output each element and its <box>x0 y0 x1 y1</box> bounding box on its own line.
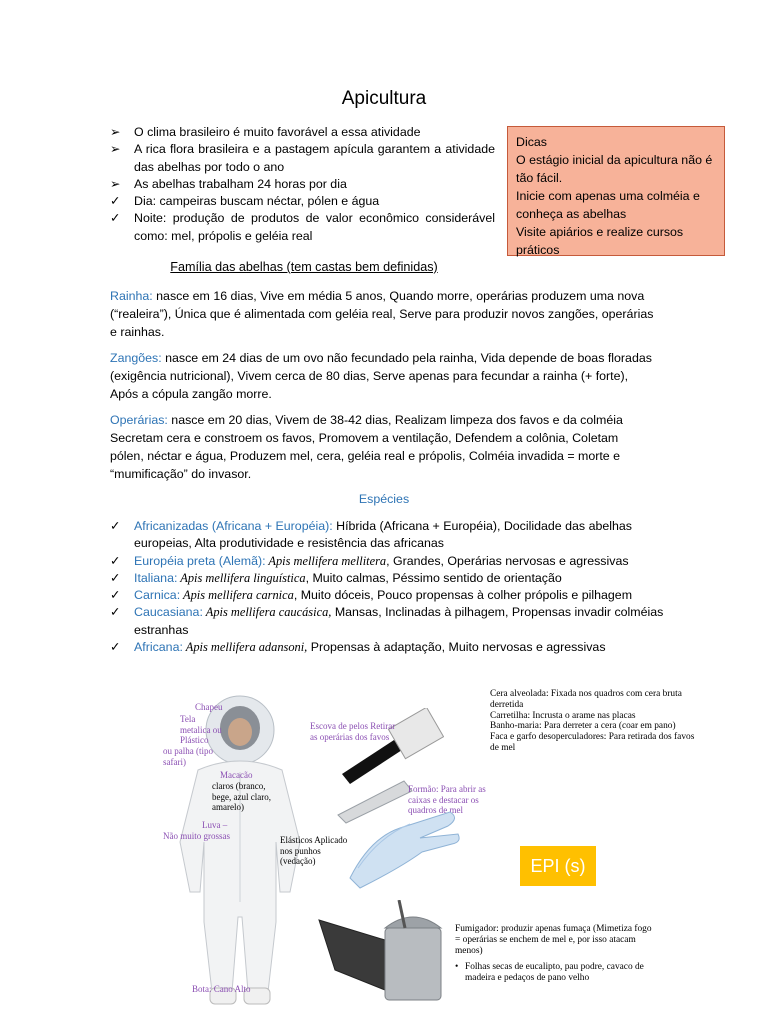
intro-item <box>110 141 495 176</box>
caste-text: nasce em 24 dias de um ovo não fecundado pela rainha, Vida depende de boas floradas (exigência nutricional), Vivem cerca de 80 dias, Serve apenas para fecundar a rainha (+ forte), Após a cópula zangão morre. <box>110 351 652 401</box>
species-item <box>110 553 670 570</box>
check-icon: ✓ <box>110 211 121 226</box>
species-item <box>110 587 670 604</box>
tips-line: O estágio inicial da apicultura não é tão fácil. <box>516 153 713 185</box>
label-macacao-desc: claros (branco, bege, azul claro, amarelo) <box>212 781 271 812</box>
check-icon: ✓ <box>110 570 121 585</box>
intro-item <box>110 176 495 193</box>
caste-label: Zangões: <box>110 351 162 365</box>
bullet-icon: • <box>455 962 459 972</box>
species-desc: , Muito calmas, Péssimo sentido de orientação <box>305 570 562 585</box>
check-icon: ✓ <box>110 519 121 533</box>
species-name: Carnica: <box>134 588 181 603</box>
tips-line: Inicie com apenas uma colméia e conheça as abelhas <box>516 189 700 221</box>
intro-item <box>110 210 495 245</box>
species-name: Africanizadas (Africana + Européia): <box>134 519 333 533</box>
epi-tag: EPI (s) <box>520 846 596 886</box>
family-title: Família das abelhas (tem castas bem definidas) <box>170 260 438 274</box>
intro-item <box>110 124 495 141</box>
note-item: Faca e garfo desoperculadores: Para retirada dos favos de mel <box>490 732 695 753</box>
species-desc: Mansas, Inclinadas à pilhagem, Propensas invadir colméias estranhas <box>134 605 664 637</box>
label-chapeu: Chapeu <box>195 702 223 712</box>
species-desc: Propensas à adaptação, Muito nervosas e agressivas <box>307 640 606 655</box>
caste-zangoes <box>110 349 654 403</box>
tips-box <box>507 126 725 256</box>
arrow-bullet-icon: ➢ <box>110 125 121 139</box>
arrow-bullet-icon: ➢ <box>110 142 121 157</box>
label-fumigador: Fumigador: produzir apenas fumaça (Mimetiza fogo = operárias se enchem de mel e, por isso atacam menos) <box>455 924 652 956</box>
species-scientific: Apis mellifera carnica <box>180 588 294 603</box>
label-escova: Escova de pelos Retirar as operárias dos favos <box>310 721 396 742</box>
gloves-image <box>340 808 470 893</box>
intro-item <box>110 193 495 210</box>
check-icon: ✓ <box>110 605 121 620</box>
intro-text: A rica flora brasileira e a pastagem apícula garantem a atividade das abelhas por todo o ano <box>134 142 495 174</box>
species-item <box>110 604 670 639</box>
species-desc: , Grandes, Operárias nervosas e agressivas <box>386 553 629 568</box>
caste-text: nasce em 20 dias, Vivem de 38-42 dias, Realizam limpeza dos favos e da colméia Secretam cera e constroem os favos, Promovem a ventilação, Defendem a colônia, Coletam pólen, néctar e água, Produzem mel, cera, geléia real e própolis, Colméia invadida = morte e “mumificação” do invasor. <box>110 413 623 481</box>
species-list <box>110 518 670 656</box>
check-icon: ✓ <box>110 194 121 209</box>
check-icon: ✓ <box>110 588 121 603</box>
check-icon: ✓ <box>110 553 121 568</box>
intro-text: O clima brasileiro é muito favorável a essa atividade <box>134 125 421 139</box>
note-item: Banho-maria: Para derreter a cera (coar em pano) <box>490 721 676 732</box>
species-item <box>110 570 670 587</box>
label-luva: Luva – <box>202 820 228 830</box>
label-macacao: Macacão <box>220 770 253 780</box>
label-elasticos: Elásticos Aplicado nos punhos (vedação) <box>280 835 348 866</box>
species-item <box>110 518 670 553</box>
label-fumigador-bullet <box>455 962 665 984</box>
intro-text: As abelhas trabalham 24 horas por dia <box>134 176 347 191</box>
notes-list <box>490 689 700 754</box>
label-formao: Formão: Para abrir as caixas e destacar os quadros de mel <box>408 784 486 815</box>
note-item: Carretilha: Incrusta o arame nas placas <box>490 710 636 721</box>
species-scientific: Apis mellifera linguística <box>177 570 306 585</box>
caste-operarias <box>110 411 654 483</box>
tips-line: Visite apiários e realize cursos práticos <box>516 225 684 257</box>
label-bota: Bota: Cano Alto <box>192 984 251 994</box>
species-name: Européia preta (Alemã): <box>134 553 266 568</box>
caste-label: Rainha: <box>110 289 153 303</box>
label-palha: ou palha (tipo safari) <box>163 746 213 767</box>
species-name: Italiana: <box>134 570 178 585</box>
species-scientific: Apis mellifera caucásica, <box>202 605 332 620</box>
smoker-image <box>315 900 455 1010</box>
caste-text: nasce em 16 dias, Vive em média 5 anos, Quando morre, operárias produzem uma nova (“realeira”), Única que é alimentada com geléia real, Serve para produzir novos zangões, operárias e rainhas. <box>110 289 654 339</box>
species-item <box>110 639 670 656</box>
caste-label: Operárias: <box>110 413 168 427</box>
label-luva-desc: Não muito grossas <box>163 831 230 841</box>
page-title: Apicultura <box>341 88 427 109</box>
intro-list <box>110 124 495 245</box>
label-tela: Tela metalica ou Plástico <box>180 714 222 745</box>
note-item: Cera alveolada: Fixada nos quadros com cera bruta derretida <box>490 689 682 710</box>
species-desc: , Muito dóceis, Pouco propensas à colher própolis e pilhagem <box>293 588 633 603</box>
species-scientific: Apis mellifera adansoni, <box>182 640 308 655</box>
check-icon: ✓ <box>110 640 121 655</box>
tips-heading: Dicas <box>516 135 547 149</box>
species-title: Espécies <box>358 492 410 506</box>
arrow-bullet-icon: ➢ <box>110 176 121 191</box>
intro-text: Dia: campeiras buscam néctar, pólen e água <box>134 194 380 209</box>
caste-rainha <box>110 287 654 341</box>
species-scientific: Apis mellifera mellitera <box>265 553 387 568</box>
species-name: Africana: <box>134 640 183 655</box>
fumigador-bullet-text: Folhas secas de eucalipto, pau podre, cavaco de madeira e pedaços de pano velho <box>465 962 644 983</box>
intro-text: Noite: produção de produtos de valor econômico considerável como: mel, própolis e geléia real <box>134 211 495 243</box>
species-name: Caucasiana: <box>134 605 203 620</box>
species-desc: Híbrida (Africana + Européia), Docilidade das abelhas europeias, Alta produtividade e resistência das africanas <box>134 519 632 551</box>
